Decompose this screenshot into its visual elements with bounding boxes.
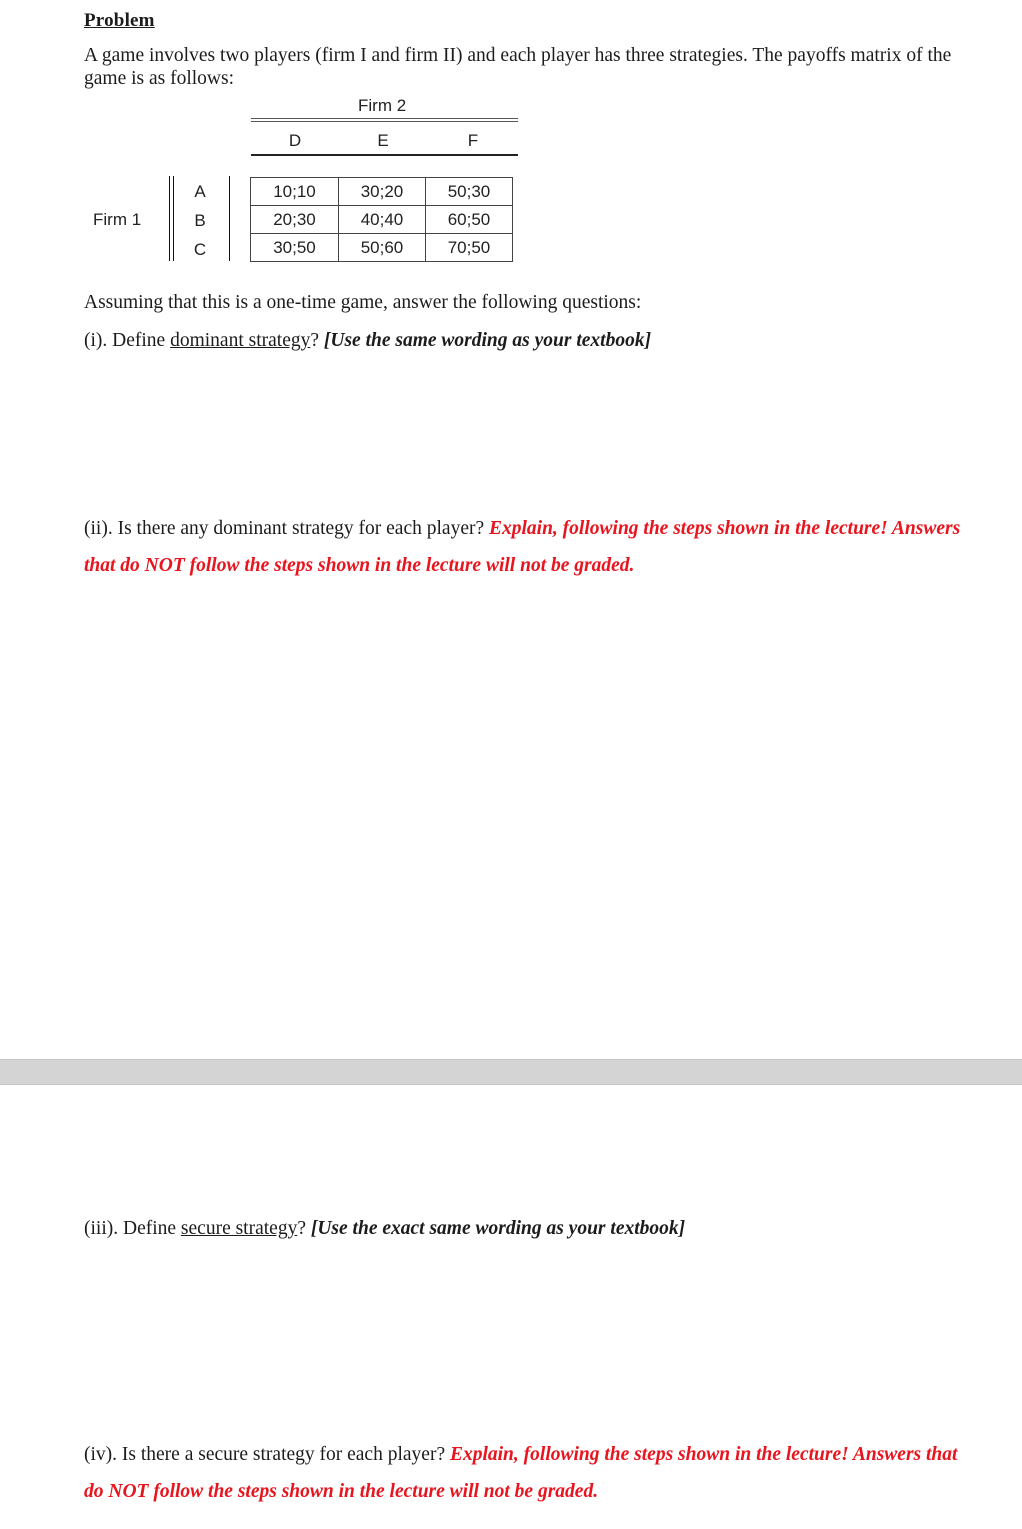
question-3 <box>84 1216 685 1242</box>
question-3-term: secure strategy <box>180 1218 298 1239</box>
question-1-term: dominant strategy <box>170 330 311 351</box>
question-2 <box>84 510 964 584</box>
payoff-cell-a-f: 50;30 <box>426 178 513 206</box>
question-3-note: [Use the exact same wording as your textbook] <box>310 1218 686 1239</box>
question-4 <box>84 1436 964 1510</box>
question-4-warning: Explain, following the steps shown in the lecture! Answers that do NOT follow the steps shown in the lecture will not be graded. <box>84 1444 958 1502</box>
assumption-text: Assuming that this is a one-time game, answer the following questions: <box>84 292 642 313</box>
row-strategy-c: C <box>193 240 207 259</box>
header-top-rule <box>251 118 518 122</box>
question-3-suffix: ? <box>297 1218 311 1239</box>
payoff-matrix <box>250 177 513 262</box>
column-player-label: Firm 2 <box>358 96 407 115</box>
payoff-cell-b-d: 20;30 <box>251 206 339 234</box>
question-3-prefix: (iii). Define <box>84 1218 181 1239</box>
payoff-cell-b-f: 60;50 <box>426 206 513 234</box>
question-1-prefix: (i). Define <box>84 330 171 351</box>
header-bottom-rule <box>251 154 518 156</box>
column-strategy-e: E <box>377 131 389 150</box>
row-player-label: Firm 1 <box>93 210 142 229</box>
payoff-row-a <box>251 178 513 206</box>
problem-title: Problem <box>84 10 155 31</box>
payoff-cell-a-d: 10;10 <box>251 178 339 206</box>
page-break-separator <box>0 1059 1022 1085</box>
row-bracket-left-outer <box>169 176 170 261</box>
row-bracket-right <box>229 176 230 261</box>
row-strategy-a: A <box>194 182 206 201</box>
question-2-warning: Explain, following the steps shown in the lecture! Answers that do NOT follow the steps shown in the lecture will not be graded. <box>84 518 961 576</box>
question-1-note: [Use the same wording as your textbook] <box>323 330 652 351</box>
question-1-suffix: ? <box>310 330 324 351</box>
question-4-text: (iv). Is there a secure strategy for each player? <box>84 1444 450 1465</box>
payoff-row-c <box>251 234 513 262</box>
payoff-cell-c-d: 30;50 <box>251 234 339 262</box>
question-1 <box>84 328 651 354</box>
payoff-cell-b-e: 40;40 <box>339 206 426 234</box>
column-strategy-f: F <box>467 131 479 150</box>
payoff-cell-a-e: 30;20 <box>339 178 426 206</box>
problem-intro: A game involves two players (firm I and firm II) and each player has three strategies. The payoffs matrix of the game is as follows: <box>84 45 952 89</box>
column-strategy-d: D <box>288 131 302 150</box>
payoff-row-b <box>251 206 513 234</box>
question-2-text: (ii). Is there any dominant strategy for each player? <box>84 518 489 539</box>
payoff-cell-c-e: 50;60 <box>339 234 426 262</box>
row-bracket-left-inner <box>173 176 174 261</box>
payoff-cell-c-f: 70;50 <box>426 234 513 262</box>
row-strategy-b: B <box>194 211 206 230</box>
